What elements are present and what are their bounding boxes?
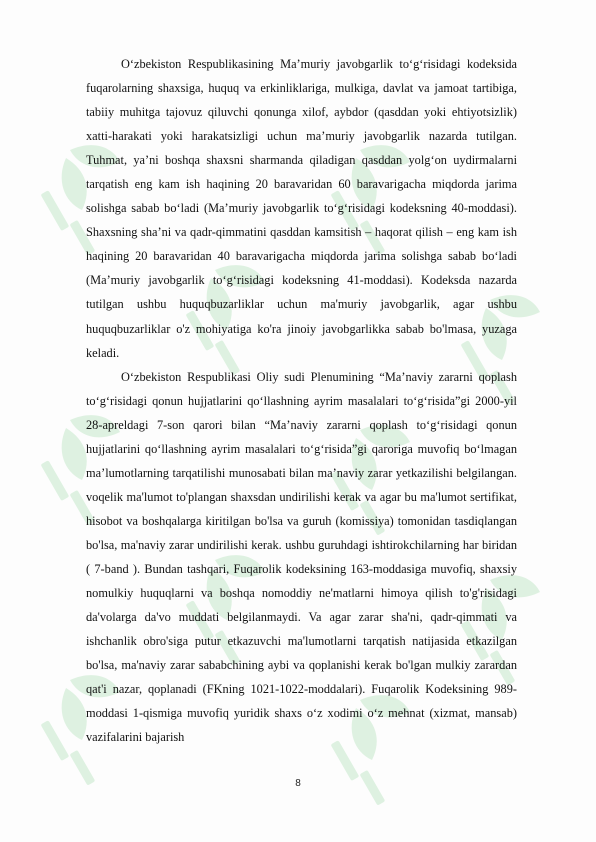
paragraph-2: O‘zbekiston Respublikasi Oliy sudi Plenumining “Ma’naviy zararni qoplash to‘g‘risidagi qonun hujjatlarini qo‘llashning ayrim masalalari to‘g‘risida”gi 2000-yil 28-apreldagi 7-son qarori bilan “Ma’naviy zararni qoplash to‘g‘risidagi qonun hujjatlarini qo‘llashning ayrim masalalari to‘g‘risida”gi qaroriga muvofiq bo‘lmagan ma’lumotlarning tarqatilishi munosabati bilan ma’naviy zarar yetkazilishi belgilangan. voqelik ma'lumot to'plangan shaxsdan undirilishi kerak va agar bu ma'lumot sertifikat, hisobot va boshqalarga kiritilgan bo'lsa va guruh (komissiya) tomonidan tasdiqlangan bo'lsa, ma'naviy zarar undirilishi kerak. ushbu guruhdagi ishtirokchilarning har biridan ( 7-band ). Bundan tashqari, Fuqarolik kodeksining 163-moddasiga muvofiq, shaxsiy nomulkiy huquqlarni va boshqa nomoddiy ne'matlarni himoya qilish to'g'risidagi da'volarga da'vo muddati belgilanmaydi. Va agar zarar sha'ni, qadr-qimmati va ishchanlik obro'siga putur etkazuvchi ma'lumotlarni tarqatish natijasida etkazilgan bo'lsa, ma'naviy zarar sababchining aybi va qoplanishi kerak bo'lgan mulkiy zarardan qat'i nazar, qoplanadi (FKning 1021-1022-moddalari). Fuqarolik Kodeksining 989-moddasi 1-qismiga muvofiq yuridik shaxs o‘z xodimi o‘z mehnat (xizmat, mansab) vazifalarini bajarish bbox=[86, 369, 517, 745]
body-text bbox=[86, 52, 517, 749]
paragraph-1: O‘zbekiston Respublikasining Ma’muriy javobgarlik to‘g‘risidagi kodeksida fuqarolarning shaxsiga, huquq va erkinliklariga, mulkiga, davlat va jamoat tartibiga, tabiiy muhitga tajovuz qiluvchi qonunga xilof, aybdor (qasddan yoki ehtiyotsizlik) xatti-harakati yoki harakatsizligi uchun ma’muriy javobgarlik nazarda tutilgan. Tuhmat, ya’ni boshqa shaxsni sharmanda qiladigan qasddan yolg‘on uydirmalarni tarqatish eng kam ish haqining 20 baravaridan 60 baravarigacha miqdorda jarima solishga sabab bo‘ladi (Ma’muriy javobgarlik to‘g‘risidagi kodeksning 40-moddasi). Shaxsning sha’ni va qadr-qimmatini qasddan kamsitish – haqorat qilish – eng kam ish haqining 20 baravaridan 40 baravarigacha miqdorda jarima solishga sabab bo‘ladi (Ma’muriy javobgarlik to‘g‘risidagi kodeksning 41-moddasi). Kodeksda nazarda tutilgan ushbu huquqbuzarliklar uchun ma'muriy javobgarlik, agar ushbu huquqbuzarliklar o'z mohiyatiga ko'ra jinoiy javobgarlikka sabab bo'lmasa, yuzaga keladi. bbox=[86, 57, 517, 360]
page-number: 8 bbox=[295, 778, 301, 789]
